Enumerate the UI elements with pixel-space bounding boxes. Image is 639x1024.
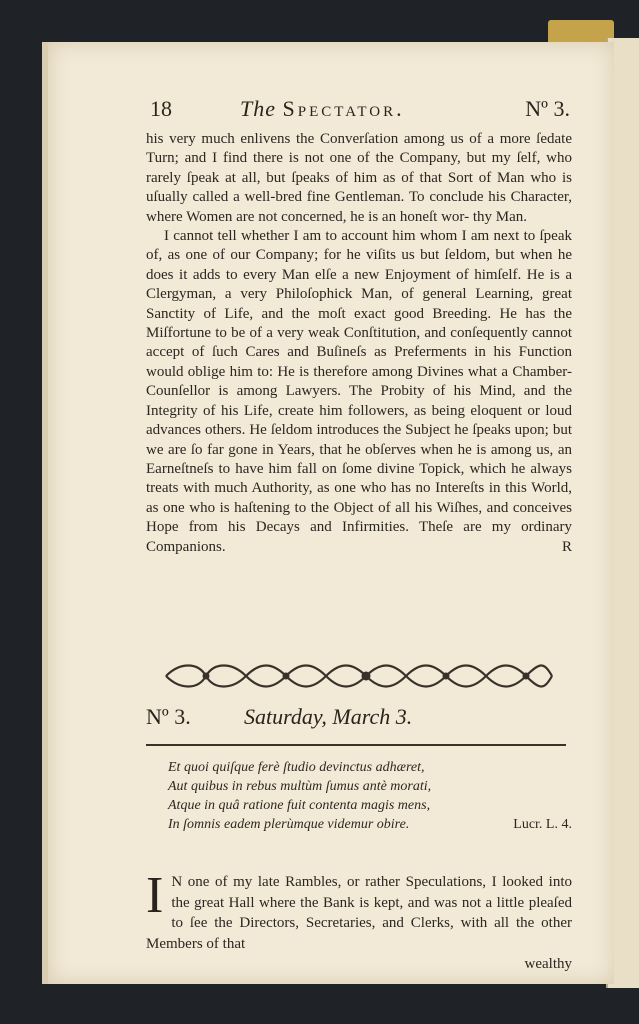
issue-number-header: Nº 3. bbox=[525, 96, 570, 121]
line: thy Man. bbox=[472, 208, 528, 225]
title-the: The bbox=[240, 96, 276, 121]
page-corner-tab bbox=[548, 20, 614, 42]
heading-rule bbox=[146, 744, 566, 746]
motto-line-text: In ſomnis eadem plerùmque videmur obire. bbox=[168, 817, 410, 832]
signature-letter: R bbox=[561, 538, 572, 555]
paragraph-1 bbox=[146, 130, 572, 227]
page-number: 18 bbox=[150, 96, 172, 121]
motto-source: Lucr. L. 4. bbox=[513, 817, 572, 832]
issue-number: Nº 3. bbox=[146, 704, 191, 729]
latin-motto bbox=[168, 758, 572, 834]
issue-date: Saturday, March 3. bbox=[244, 704, 413, 729]
line: more ſedate Turn; and I find there is not one of the bbox=[146, 131, 572, 167]
title-spectator: Spectator. bbox=[282, 96, 405, 121]
opening-paragraph bbox=[146, 867, 572, 975]
catchword: wealthy bbox=[524, 956, 572, 972]
motto-line bbox=[168, 815, 572, 834]
running-header bbox=[150, 96, 570, 126]
running-title bbox=[240, 96, 405, 122]
line: where Women are not concerned, he is an honeſt wor- bbox=[146, 208, 470, 225]
line: a well-bred fine Gentleman. To conclude his Character, bbox=[233, 189, 573, 206]
motto-line: Et quoi quiſque ferè ſtudio devinctus adhæret, bbox=[168, 760, 425, 775]
line: ſpeaks of him as of that Sort of Man who is uſually called bbox=[146, 169, 572, 206]
ornamental-divider bbox=[160, 660, 558, 692]
issue-heading bbox=[146, 704, 572, 734]
motto-line: Atque in quâ ratione fuit contenta magis mens, bbox=[168, 798, 431, 813]
body-text bbox=[146, 130, 572, 557]
opening-text: N one of my late Rambles, or rather Speculations, I looked into the great Hall where the Bank is kept, and was not a little pleaſed to ſee the Directors, Secretaries, and Clerks, with all the other Members of that bbox=[146, 874, 572, 952]
motto-line: Aut quibus in rebus multùm ſumus antè morati, bbox=[168, 779, 432, 794]
line: Company, but my ſelf, who rarely ſpeak at all, but bbox=[146, 150, 573, 186]
line: his very much enlivens the Converſation among us of a bbox=[146, 131, 495, 147]
paragraph-2-text: I cannot tell whether I am to account him whom I am next to ſpeak of, as one of our Company; for he viſits us but ſeldom, but when he does it adds to every Man elſe a new Enjoyment of himſelf. He is a Clergyman, a very Philoſophick Man, of general Learning, great Sanctity of Life, and the moſt exact good Breeding. He has the Miſfortune to be of a very weak Conſtitution, and conſequently cannot accept of ſuch Cares and Buſineſs as Preferments in his Function would oblige him to: He is therefore among Divines what a Chamber-Counſellor is among Lawyers. The Probity of his Mind, and the Integrity of his Life, create him followers, as being eloquent or loud advances others. He ſeldom introduces the Subject he ſpeaks upon; but we are ſo far gone in Years, that he obſerves when he is among us, an Earneſtneſs to have him fall on ſome divine Topick, which he always treats with much Authority, as one who has no Intereſts in this World, as one who is haſtening to the Object of all his Wiſhes, and conceives Hope from his Decays and Infirmities. Theſe are my ordinary Companions. bbox=[146, 228, 572, 555]
drop-cap: I bbox=[146, 867, 164, 924]
paragraph-2 bbox=[146, 227, 572, 557]
